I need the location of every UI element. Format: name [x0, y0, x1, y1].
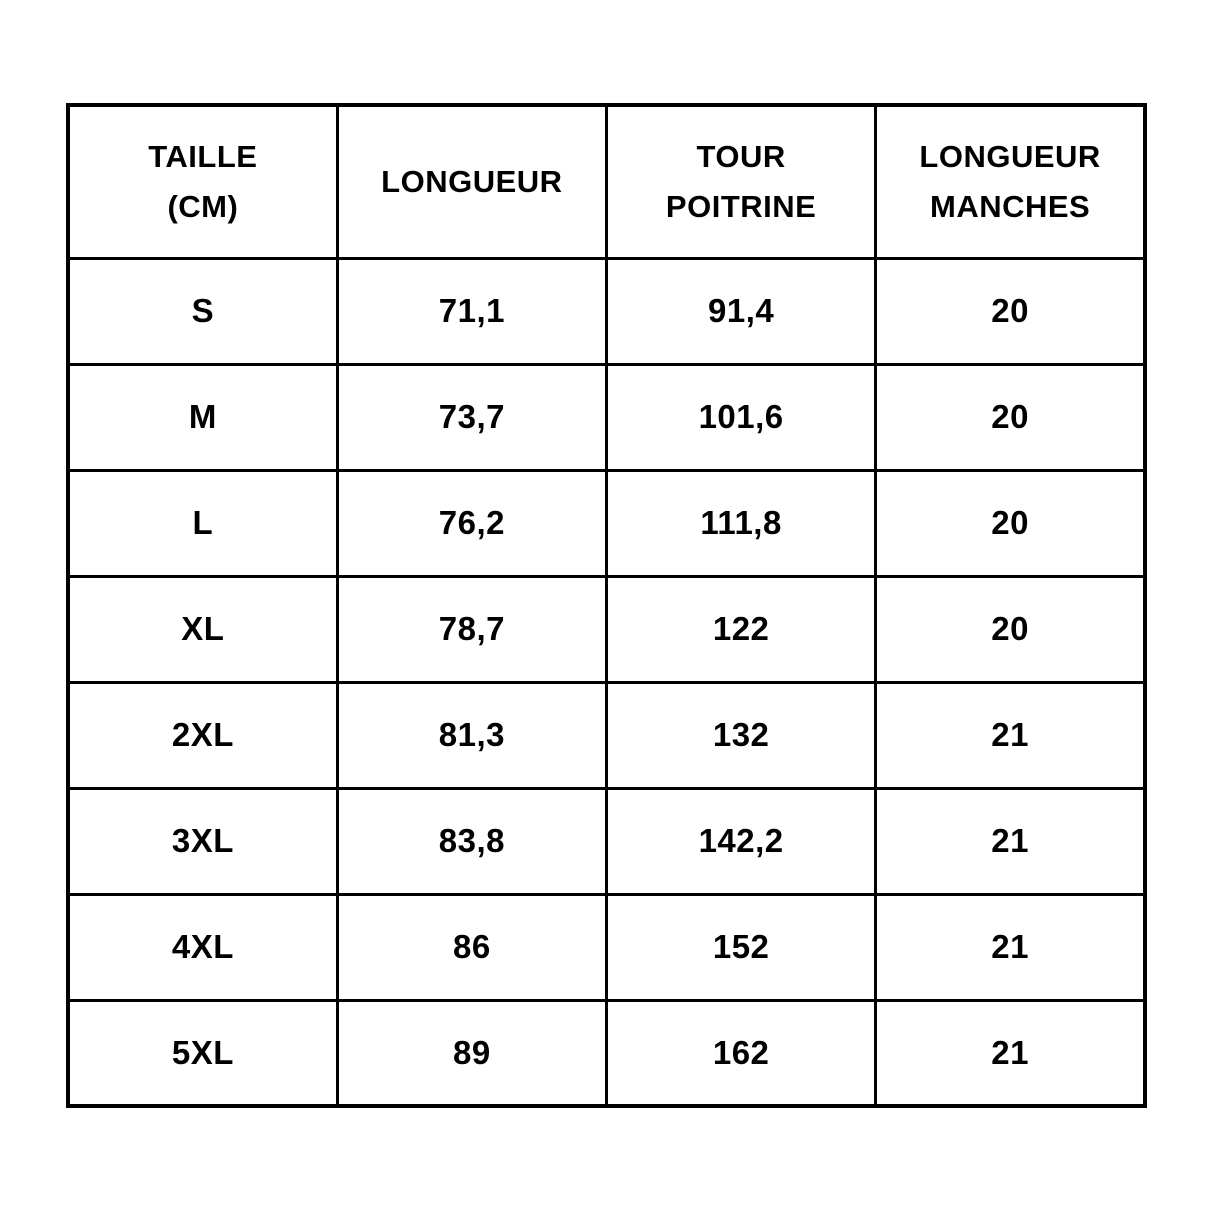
cell-tour-poitrine: 101,6	[607, 364, 876, 470]
cell-longueur-manches: 21	[876, 788, 1145, 894]
cell-longueur-manches: 21	[876, 1000, 1145, 1106]
cell-tour-poitrine: 142,2	[607, 788, 876, 894]
cell-longueur: 78,7	[337, 576, 606, 682]
cell-longueur-manches: 20	[876, 364, 1145, 470]
cell-size: L	[68, 470, 337, 576]
header-line: POITRINE	[665, 188, 817, 224]
cell-longueur-manches: 20	[876, 470, 1145, 576]
header-line: TAILLE	[148, 138, 258, 174]
size-chart-table	[66, 103, 1147, 1108]
cell-longueur-manches: 21	[876, 682, 1145, 788]
cell-longueur: 76,2	[337, 470, 606, 576]
table-row-xl	[68, 576, 1145, 682]
cell-size: 4XL	[68, 894, 337, 1000]
cell-longueur: 89	[337, 1000, 606, 1106]
header-row	[68, 105, 1145, 258]
cell-longueur-manches: 21	[876, 894, 1145, 1000]
table-row-5xl	[68, 1000, 1145, 1106]
table-row-s	[68, 258, 1145, 364]
cell-longueur-manches: 20	[876, 576, 1145, 682]
cell-longueur: 71,1	[337, 258, 606, 364]
cell-longueur: 86	[337, 894, 606, 1000]
cell-longueur: 81,3	[337, 682, 606, 788]
cell-tour-poitrine: 162	[607, 1000, 876, 1106]
cell-size: 2XL	[68, 682, 337, 788]
cell-longueur: 83,8	[337, 788, 606, 894]
table-row-l	[68, 470, 1145, 576]
cell-size: M	[68, 364, 337, 470]
header-line: MANCHES	[930, 188, 1091, 224]
cell-longueur-manches: 20	[876, 258, 1145, 364]
header-line: TOUR	[696, 138, 786, 174]
cell-tour-poitrine: 111,8	[607, 470, 876, 576]
header-line: LONGUEUR	[381, 163, 563, 199]
header-line: (CM)	[167, 188, 239, 224]
cell-size: XL	[68, 576, 337, 682]
cell-size: 5XL	[68, 1000, 337, 1106]
column-header-longueur	[337, 105, 606, 258]
table-row-2xl	[68, 682, 1145, 788]
cell-size: 3XL	[68, 788, 337, 894]
column-header-longueur-manches	[876, 105, 1145, 258]
cell-tour-poitrine: 132	[607, 682, 876, 788]
cell-longueur: 73,7	[337, 364, 606, 470]
column-header-taille	[68, 105, 337, 258]
cell-tour-poitrine: 122	[607, 576, 876, 682]
table-row-3xl	[68, 788, 1145, 894]
cell-size: S	[68, 258, 337, 364]
header-line: LONGUEUR	[919, 138, 1101, 174]
column-header-tour-poitrine	[607, 105, 876, 258]
cell-tour-poitrine: 91,4	[607, 258, 876, 364]
table-row-m	[68, 364, 1145, 470]
table-row-4xl	[68, 894, 1145, 1000]
cell-tour-poitrine: 152	[607, 894, 876, 1000]
